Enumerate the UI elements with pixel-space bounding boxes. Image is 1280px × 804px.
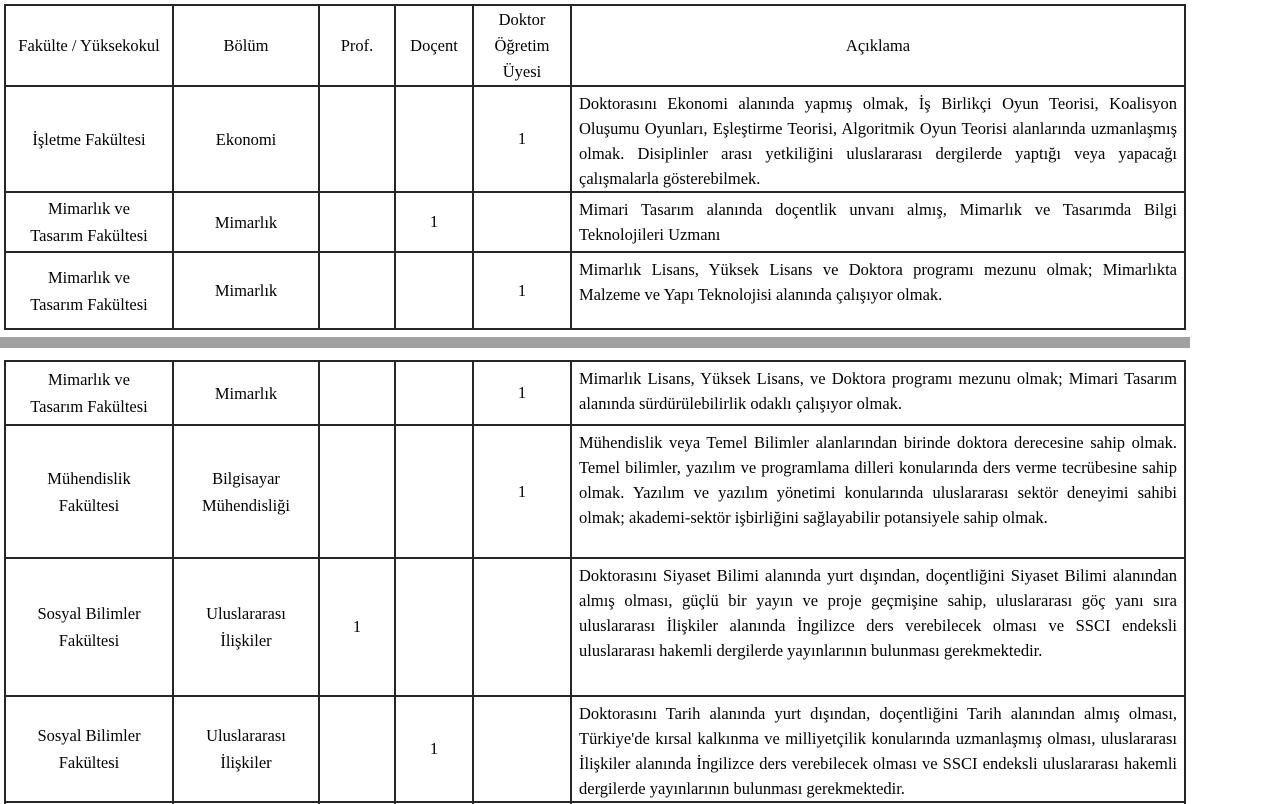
doktor-count-cell: 1 xyxy=(473,86,571,192)
department-cell: Bilgisayar Mühendisliği xyxy=(173,425,319,558)
table-row xyxy=(5,425,1185,558)
doktor-count-cell xyxy=(473,696,571,802)
faculty-cell: Mimarlık ve Tasarım Fakültesi xyxy=(5,192,173,252)
doktor-count-cell xyxy=(473,192,571,252)
aciklama-cell: Mimari Tasarım alanında doçentlik unvanı almış, Mimarlık ve Tasarımda Bilgi Teknolojileri Uzmanı xyxy=(571,192,1185,252)
prof-count-cell xyxy=(319,425,395,558)
docent-count-cell xyxy=(395,86,473,192)
aciklama-cell: Mimarlık Lisans, Yüksek Lisans, ve Doktora programı mezunu olmak; Mimari Tasarım alanında sürdürülebilirlik odaklı çalışıyor olmak. xyxy=(571,361,1185,425)
department-cell: Uluslararası İlişkiler xyxy=(173,696,319,802)
aciklama-cell: Doktorasını Siyaset Bilimi alanında yurt dışından, doçentliğini Siyaset Bilimi alanından almış olması, güçlü bir yayın ve proje geçmişine sahip, uluslararası göç yanı sıra uluslararası İlişkiler alanında İngilizce ders verebilecek olması ve SSCI endeksli uluslararası hakemli dergilerde yayınlarının bulunması gerekmektedir. xyxy=(571,558,1185,696)
col-header-fakulte: Fakülte / Yüksekokul xyxy=(5,5,173,86)
docent-count-cell xyxy=(395,558,473,696)
department-cell: Ekonomi xyxy=(173,86,319,192)
table-row xyxy=(5,361,1185,425)
doktor-count-cell: 1 xyxy=(473,252,571,329)
department-cell: Mimarlık xyxy=(173,252,319,329)
docent-count-cell: 1 xyxy=(395,696,473,802)
faculty-cell: Mimarlık ve Tasarım Fakültesi xyxy=(5,361,173,425)
doktor-count-cell: 1 xyxy=(473,361,571,425)
aciklama-cell: Doktorasını Tarih alanında yurt dışından, doçentliğini Tarih alanından almış olması, Türkiye'de kırsal kalkınma ve milliyetçilik konularında uzmanlaşmış olması, uluslararası İlişkiler alanında İngilizce ders verebilecek olması ve SSCI endeksli uluslararası hakemli dergilerde yayınlarının bulunması gerekmektedir. xyxy=(571,696,1185,802)
faculty-cell: Mühendislik Fakültesi xyxy=(5,425,173,558)
col-header-prof: Prof. xyxy=(319,5,395,86)
prof-count-cell xyxy=(319,86,395,192)
department-cell: Mimarlık xyxy=(173,361,319,425)
docent-count-cell: 1 xyxy=(395,192,473,252)
prof-count-cell xyxy=(319,192,395,252)
prof-count-cell xyxy=(319,696,395,802)
faculty-cell: İşletme Fakültesi xyxy=(5,86,173,192)
table-row xyxy=(5,252,1185,329)
faculty-cell: Sosyal Bilimler Fakültesi xyxy=(5,696,173,802)
doktor-count-cell: 1 xyxy=(473,425,571,558)
prof-count-cell: 1 xyxy=(319,558,395,696)
table-row xyxy=(5,558,1185,696)
col-header-doktor-ogretim-uyesi: Doktor Öğretim Üyesi xyxy=(473,5,571,86)
aciklama-cell: Mühendislik veya Temel Bilimler alanlarından birinde doktora derecesine sahip olmak. Temel bilimler, yazılım ve programlama dilleri konularında ders verme tecrübesine sahip olmak. Yazılım ve yazılım yönetimi konularında uluslararası sektör deneyimi sahibi olmak; akademi-sektör işbirliğini sağlayabilir potansiyele sahip olmak. xyxy=(571,425,1185,558)
docent-count-cell xyxy=(395,361,473,425)
faculty-cell: Mimarlık ve Tasarım Fakültesi xyxy=(5,252,173,329)
col-header-bolum: Bölüm xyxy=(173,5,319,86)
prof-count-cell xyxy=(319,252,395,329)
table-row xyxy=(5,86,1185,192)
prof-count-cell xyxy=(319,361,395,425)
table-header-row xyxy=(5,5,1185,86)
aciklama-cell: Mimarlık Lisans, Yüksek Lisans ve Doktora programı mezunu olmak; Mimarlıkta Malzeme ve Yapı Teknolojisi alanında çalışıyor olmak. xyxy=(571,252,1185,329)
docent-count-cell xyxy=(395,425,473,558)
department-cell: Mimarlık xyxy=(173,192,319,252)
faculty-cell: Sosyal Bilimler Fakültesi xyxy=(5,558,173,696)
table-row xyxy=(5,192,1185,252)
department-cell: Uluslararası İlişkiler xyxy=(173,558,319,696)
docent-count-cell xyxy=(395,252,473,329)
aciklama-cell: Doktorasını Ekonomi alanında yapmış olmak, İş Birlikçi Oyun Teorisi, Koalisyon Oluşumu Oyunları, Eşleştirme Teorisi, Algoritmik Oyun Teorisi alanlarında uzmanlaşmış olmak. Disiplinler arası yetkiliğini uluslararası dergilerde yaptığı veya yapacağı çalışmalarla gösterebilmek. xyxy=(571,86,1185,192)
doktor-count-cell xyxy=(473,558,571,696)
table-row xyxy=(5,696,1185,802)
col-header-aciklama: Açıklama xyxy=(571,5,1185,86)
col-header-docent: Doçent xyxy=(395,5,473,86)
academic-positions-table-page2 xyxy=(4,360,1186,804)
page-break-separator xyxy=(0,337,1190,348)
academic-positions-table-page1 xyxy=(4,4,1186,330)
